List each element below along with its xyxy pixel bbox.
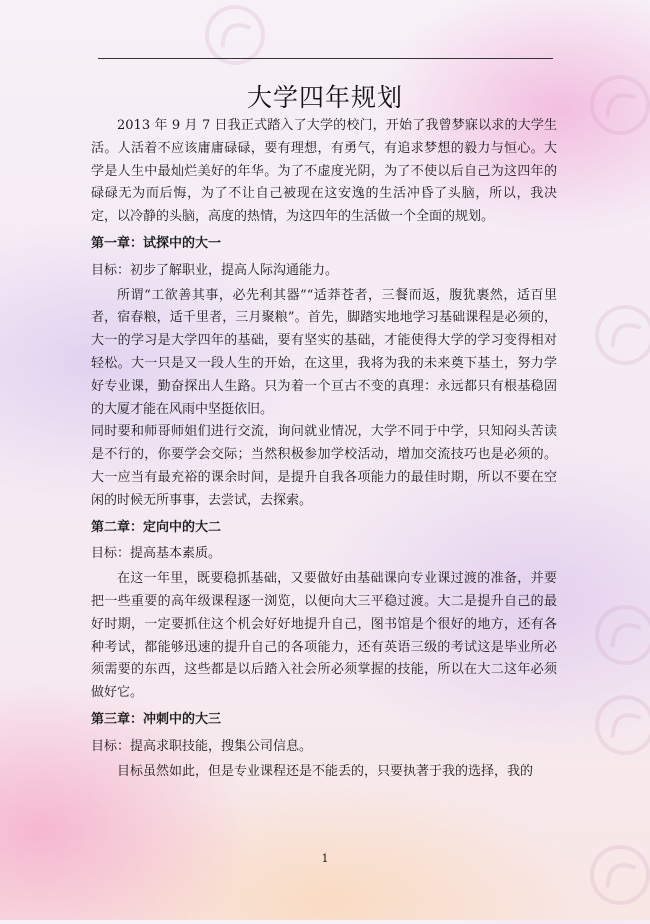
chapter-2-paragraph: 在这一年里，既要稳抓基础，又要做好由基础课向专业课过渡的准备，并要把一些重要的高年级课程逐一浏览，以便向大三平稳过渡。大二是提升自己的最好时期，一定要抓住这个机会好好地提升自己，图书馆是个很好的地方，还有各种考试，都能够迅速的提升自己的各项能力，还有英语三级的考试这是毕业所必须需要的东西，这些都是以后踏入社会所必须掌握的技能，所以在大二这年必须做好它。 — [91, 571, 557, 701]
chapter-2-heading: 第二章：定向中的大二 — [91, 519, 222, 535]
intro-paragraph: 2013 年 9 月 7 日我正式踏入了大学的校门，开始了我曾梦寐以求的大学生活。人活着不应该庸庸碌碌，要有理想，有勇气，有追求梦想的毅力与恒心。大学是人生中最灿烂美好的年华。为了不虚度光阴，为了不使以后自己为这四年的碌碌无为而后悔，为了不让自己被现在这安逸的生活冲昏了头脑，所以，我决定，以冷静的头脑，高度的热情，为这四年的生活做一个全面的规划。 — [91, 118, 557, 225]
page-title: 大学四年规划 — [246, 83, 403, 112]
chapter-3-heading: 第三章：冲刺中的大三 — [91, 711, 222, 727]
header-rule — [98, 58, 553, 59]
chapter-1-paragraph: 所谓“工欲善其事，必先利其器”“适莽苍者，三餐而返，腹犹裹然，适百里者，宿春粮，适千里者，三月聚粮”。首先，脚踏实地地学习基础课程是必须的，大一的学习是大学四年的基础，要有坚实的基础，才能使得大学的学习变得相对轻松。大一只是又一段人生的开始，在这里，我将为我的未来奠下基土，努力学好专业课，勤奋探出人生路。只为着一个亘古不变的真理：永远都只有根基稳固的大厦才能在风雨中坚挺依旧。 — [91, 287, 557, 417]
chapter-3-paragraph: 目标虽然如此，但是专业课程还是不能丢的，只要执著于我的选择，我的 — [117, 763, 534, 779]
document-body — [91, 115, 557, 783]
watermark-logo-icon — [571, 826, 650, 923]
watermark-logo-icon — [576, 676, 650, 773]
chapter-1-heading: 第一章：试探中的大一 — [91, 235, 222, 251]
watermark-logo-icon — [576, 286, 650, 383]
watermark-logo-icon — [186, 0, 283, 84]
watermark-logo-icon — [576, 586, 650, 683]
chapter-3-goal: 目标：提高求职技能，搜集公司信息。 — [91, 738, 313, 754]
chapter-1-paragraph-2: 同时要和师哥师姐们进行交流，询问就业情况，大学不同于中学，只知闷头苦读是不行的，你要学会交际；当然积极参加学校活动，增加交流技巧也是必须的。大一应当有最充裕的课余时间，是提升自我各项能力的最佳时期，所以不要在空闲的时候无所事事，去尝试，去探索。 — [91, 424, 557, 508]
chapter-1-goal: 目标：初步了解职业，提高人际沟通能力。 — [91, 262, 339, 278]
chapter-2-goal: 目标：提高基本素质。 — [91, 546, 222, 562]
page-number: 1 — [321, 852, 329, 865]
